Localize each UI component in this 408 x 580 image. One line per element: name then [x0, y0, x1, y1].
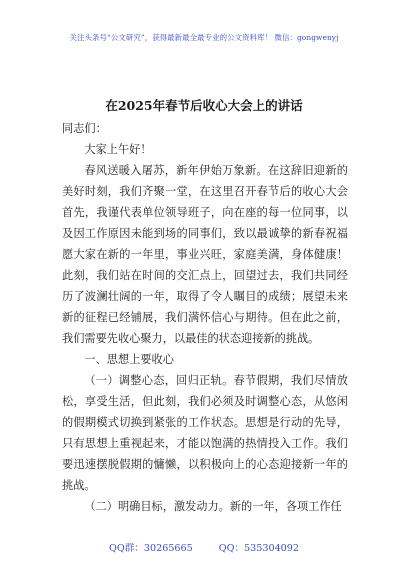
paragraph-opening: 春风送暖入屠苏，新年伊始万象新。在这辞旧迎新的美好时刻，我们齐聚一堂，在这里召开春节后的收心大会首先，我谨代表单位领导班子，向在座的每一位同事，以及因工作原因未能到场的同事们，致以最诚挚的新春祝福愿大家在新的一年里，事业兴旺，家庭美满，身体健康！此刻，我们站在时间的交汇点上，回望过去，我们共同经历了波澜壮阔的一年，取得了令人瞩目的成绩；展望未来新的征程已经铺展，我们满怀信心与期待。但在此之前，我们需要先收心聚力，以最佳的状态迎接新的挑战。: [62, 164, 348, 345]
document-title: 在2025年春节后收心大会上的讲话: [105, 98, 303, 113]
greeting: 大家上午好！: [84, 143, 152, 156]
footer-qq: QQ：535304092: [218, 543, 299, 554]
salutation: 同志们：: [62, 122, 107, 135]
footer-contact: [0, 540, 408, 554]
document-body: [62, 118, 348, 517]
paragraph-subsection-2: （二）明确目标，激发动力。新的一年，各项工作任: [84, 500, 342, 513]
section-heading: 一、思想上要收心: [84, 353, 174, 366]
footer-qq-group: QQ群：30265665: [108, 543, 193, 554]
header-banner: 关注头条号“公文研究”，获得最新最全最专业的公文资料库！ 微信：gongwenyj: [69, 33, 339, 42]
paragraph-subsection-1: （一）调整心态，回归正轨。春节假期，我们尽情放松，享受生活，但此刻，我们必须及时调整心态，从悠闲的假期模式切换到紧张的工作状态。思想是行动的先导，只有思想上重视起来，才能以饱满的热情投入工作。我们要迅速摆脱假期的慵懒，以积极向上的心态迎接新一年的挑战。: [62, 374, 348, 492]
